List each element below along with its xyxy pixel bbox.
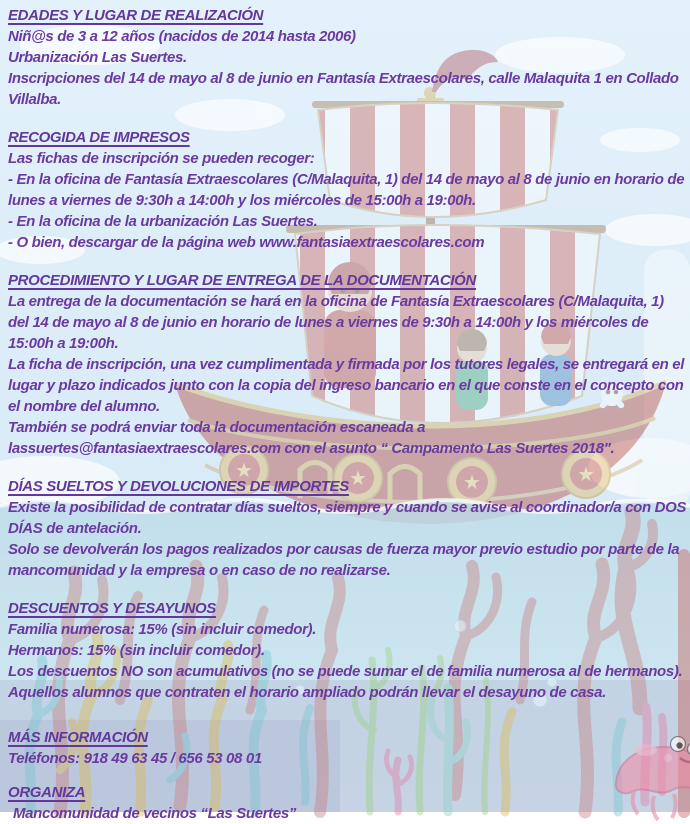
phone-numbers: Teléfonos: 918 49 63 45 / 656 53 08 01 — [8, 748, 688, 769]
text-line: Niñ@s de 3 a 12 años (nacidos de 2014 hasta 2006) — [8, 26, 688, 47]
section-organiza — [8, 782, 688, 824]
section-recogida — [8, 127, 688, 253]
section-descuentos — [8, 598, 688, 703]
text-line: Los descuentos NO son acumulativos (no se puede sumar el de familia numerosa al de hermanos). — [8, 661, 688, 682]
section-edades — [8, 5, 688, 110]
heading-organiza: ORGANIZA — [8, 782, 688, 803]
text-line: - O bien, descargar de la página web www.fantasiaextraescolares.com — [8, 232, 688, 253]
heading-mas-informacion: MÁS INFORMACIÓN — [8, 727, 688, 748]
svg-text:★: ★ — [235, 460, 253, 482]
text-line: También se podrá enviar toda la documentación escaneada a lassuertes@fantasiaextraescolares.com con el asunto “ Campamento Las Suertes 2018". — [8, 417, 688, 459]
section-dias-sueltos — [8, 476, 688, 581]
heading-descuentos: DESCUENTOS Y DESAYUNOS — [8, 598, 688, 619]
text-line: Solo se devolverán los pagos realizados por causas de fuerza mayor previo estudio por parte de la mancomunidad y la empresa o en caso de no realizarse. — [8, 539, 688, 581]
section-mas-informacion — [8, 727, 688, 769]
heading-dias-sueltos: DÍAS SUELTOS Y DEVOLUCIONES DE IMPORTES — [8, 476, 688, 497]
text-line: Las fichas de inscripción se pueden recoger: — [8, 148, 688, 169]
section-procedimiento — [8, 270, 688, 459]
svg-text:★: ★ — [349, 468, 367, 490]
text-line: Inscripciones del 14 de mayo al 8 de junio en Fantasía Extraescolares, calle Malaquita 1 en Collado Villalba. — [8, 68, 688, 110]
text-line: La entrega de la documentación se hará en la oficina de Fantasía Extraescolares (C/Malaquita, 1) del 14 de mayo al 8 de junio en horario de lunes a viernes de 9:30h a 14:00h y los miércoles de 15:00h a 19:00h. — [8, 291, 688, 354]
text-line: - En la oficina de la urbanización Las Suertes. — [8, 211, 688, 232]
heading-edades: EDADES Y LUGAR DE REALIZACIÓN — [8, 5, 688, 26]
text-line: Familia numerosa: 15% (sin incluir comedor). — [8, 619, 688, 640]
text-line: La ficha de inscripción, una vez cumplimentada y firmada por los tutores legales, se entregará en el lugar y plazo indicados junto con la copia del ingreso bancario en el que conste en el concepto con el nombre del alumno. — [8, 354, 688, 417]
heading-procedimiento: PROCEDIMIENTO Y LUGAR DE ENTREGA DE LA DOCUMENTACIÓN — [8, 270, 688, 291]
text-line: Hermanos: 15% (sin incluir comedor). — [8, 640, 688, 661]
organizer-name: Mancomunidad de vecinos “Las Suertes” — [8, 803, 688, 824]
text-line: Aquellos alumnos que contraten el horario ampliado podrán llevar el desayuno de casa. — [8, 682, 688, 703]
svg-text:★: ★ — [463, 472, 481, 494]
text-line: Existe la posibilidad de contratar días sueltos, siempre y cuando se avise al coordinador/a con DOS DÍAS de antelación. — [8, 497, 688, 539]
heading-recogida: RECOGIDA DE IMPRESOS — [8, 127, 688, 148]
text-line: - En la oficina de Fantasía Extraescolares (C/Malaquita, 1) del 14 de mayo al 8 de junio en horario de lunes a viernes de 9:30h a 14:00h y los miércoles de 15:00h a 19:00h. — [8, 169, 688, 211]
svg-text:★: ★ — [577, 464, 595, 486]
text-line: Urbanización Las Suertes. — [8, 47, 688, 68]
